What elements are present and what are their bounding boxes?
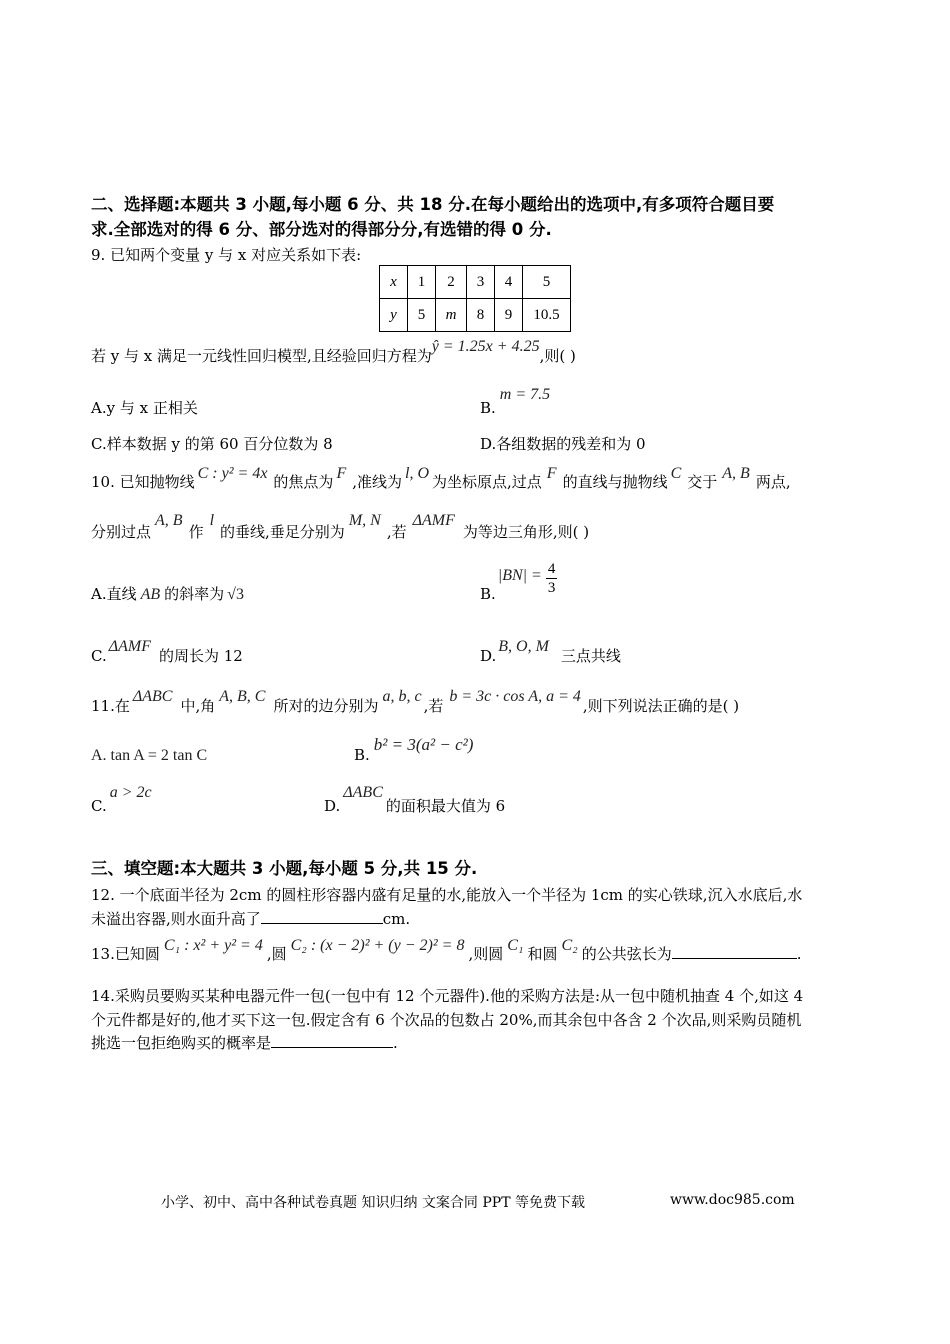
option-label: D. [324,797,341,815]
table-cell: 5 [408,299,436,332]
math-run: M, N [348,512,381,529]
text-run: 10. 已知抛物线 [91,473,195,491]
text-run: 挑选一包拒绝购买的概率是 [91,1034,272,1052]
text-run: ,若 [423,697,444,715]
text-run: 的垂线,垂足分别为 [220,523,345,541]
q14-line1: 14.采购员要购买某种电器元件一包(一包中有 12 个元器件).他的采购方法是:从一包中随机抽查 4 个,如这 4 [91,987,804,1005]
text-run: 的焦点为 [273,473,334,491]
q10-option-d [480,638,621,667]
table-cell: 9 [495,299,523,332]
table-cell: 8 [467,299,495,332]
math-run: C₂ : (x − 2)² + (y − 2)² = 8 [290,937,465,954]
option-label: B. [480,585,496,603]
text-run: . [796,945,802,963]
footer-url[interactable]: www.doc985.com [670,1192,795,1208]
fraction-denominator: 3 [547,580,556,596]
q13-line [91,937,802,965]
answer-blank[interactable] [271,1033,393,1048]
footer-text: 小学、初中、高中各种试卷真题 知识归纳 文案合同 PPT 等免费下载 [161,1195,585,1211]
text-run: 三点共线 [560,647,621,665]
text-run: 所对的边分别为 [273,697,379,715]
table-cell: 3 [467,266,495,299]
answer-blank[interactable] [672,944,797,959]
q12-line2 [91,909,410,929]
text-run: . [393,1034,398,1052]
option-label: C. [91,647,107,665]
q11-stem [91,688,740,717]
table-cell: 5 [523,266,571,299]
text-run: 交于 [687,473,718,491]
q10-line2 [91,512,590,543]
q10-option-a [91,584,244,605]
q9-data-table [379,265,571,332]
text-run: ,则下列说法正确的是( ) [582,697,740,715]
table-cell: 10.5 [523,299,571,332]
q11-option-a [91,745,207,766]
math-run: l [209,512,215,529]
math-run: ΔAMF [108,638,151,655]
q9-option-c: C.样本数据 y 的第 60 百分位数为 8 [91,435,333,453]
text-run: A.直线 [91,585,137,603]
option-label: D. [480,647,497,665]
q9-stem: 9. 已知两个变量 y 与 x 对应关系如下表: [91,246,362,264]
section-2-heading-line2: 求.全部选对的得 6 分、部分选对的得部分分,有选错的得 0 分. [91,220,552,239]
math-run: A, B, C [219,688,266,705]
q14-line3 [91,1033,398,1053]
answer-blank[interactable] [261,909,383,924]
math-run: a > 2c [109,784,152,801]
text-run: 和圆 [527,945,558,963]
math-run: C₂ [561,937,578,954]
text-run: ,若 [386,523,407,541]
table-cell: x [380,266,408,299]
q9-option-a: A.y 与 x 正相关 [91,399,198,417]
q10-line1 [91,465,791,493]
text-run: 为等边三角形,则( ) [462,523,590,541]
math-run: B, O, M [498,638,549,655]
text-run: ,则圆 [468,945,504,963]
table-row [380,299,571,332]
text-run: ,准线为 [352,473,402,491]
math-run: a, b, c [382,688,422,705]
table-cell: 4 [495,266,523,299]
math-run: A. tan A = 2 tan C [91,747,208,764]
text-run: 的面积最大值为 6 [385,797,506,815]
text-run: 中,角 [180,697,216,715]
text-run: 分别过点 [91,523,152,541]
q11-option-c [91,784,152,817]
q11-option-b [354,735,474,765]
section-3-heading: 三、填空题:本大题共 3 小题,每小题 5 分,共 15 分. [91,859,478,878]
text-run: 的周长为 12 [158,647,243,665]
option-label: B. [354,746,370,764]
math-run: √3 [227,586,244,603]
option-label: C. [91,797,107,815]
text-run: 的公共弦长为 [581,945,672,963]
fraction-numerator: 4 [547,561,556,577]
text-run: 13.已知圆 [91,945,160,963]
section-2-heading-line1: 二、选择题:本题共 3 小题,每小题 6 分、共 18 分.在每小题给出的选项中,有多项符合题目要 [91,195,775,214]
math-run: F [336,465,347,482]
math-run: ΔABC [343,784,383,801]
math-run: F [546,465,557,482]
text-run: 两点, [755,473,791,491]
q9-regression-equation: ŷ = 1.25x + 4.25 [431,338,540,355]
table-cell: 2 [436,266,467,299]
math-run: C : y² = 4x [197,465,268,482]
math-run: l, O [405,465,429,482]
text-run: cm. [382,910,411,928]
math-run: C [670,465,682,482]
option-label: B. [480,399,496,417]
math-run: A, B [722,465,750,482]
math-run: C₁ [507,937,524,954]
table-cell: y [380,299,408,332]
math-run: AB [140,586,161,603]
table-cell: 1 [408,266,436,299]
q9-regression-post: ,则( ) [539,347,576,365]
text-run: 未溢出容器,则水面升高了 [91,910,261,928]
text-run: 作 [188,523,204,541]
text-run: ,圆 [266,945,287,963]
table-cell: m [436,299,467,332]
q9-option-d: D.各组数据的残差和为 0 [480,435,646,453]
math-run: |BN| = [497,567,542,584]
q10-option-b [480,560,557,603]
q11-option-d [324,784,506,817]
text-run: 的直线与抛物线 [562,473,668,491]
math-run: ΔABC [132,688,173,705]
math-run: ΔAMF [412,512,455,529]
table-row [380,266,571,299]
text-run: 为坐标原点,过点 [432,473,542,491]
text-run: 的斜率为 [164,585,225,603]
text-run: 11.在 [91,697,130,715]
q9-option-b-math: m = 7.5 [499,386,551,403]
q9-regression-pre: 若 y 与 x 满足一元线性回归模型,且经验回归方程为 [91,347,432,365]
q12-line1: 12. 一个底面半径为 2cm 的圆柱形容器内盛有足量的水,能放入一个半径为 1cm 的实心铁球,沉入水底后,水 [91,886,803,904]
math-run: C₁ : x² + y² = 4 [163,937,263,954]
math-run: A, B [155,512,183,529]
fraction [546,560,558,597]
math-run: b = 3c · cos A, a = 4 [449,688,581,705]
q14-line2: 个元件都是好的,他才买下这一包.假定含有 6 个次品的包数占 20%,而其余包中各含 2 个次品,则采购员随机 [91,1011,802,1029]
math-run: b² = 3(a² − c²) [373,735,474,754]
q10-option-c [91,638,243,667]
q9-option-b [480,386,551,419]
q9-regression-line [91,338,576,367]
